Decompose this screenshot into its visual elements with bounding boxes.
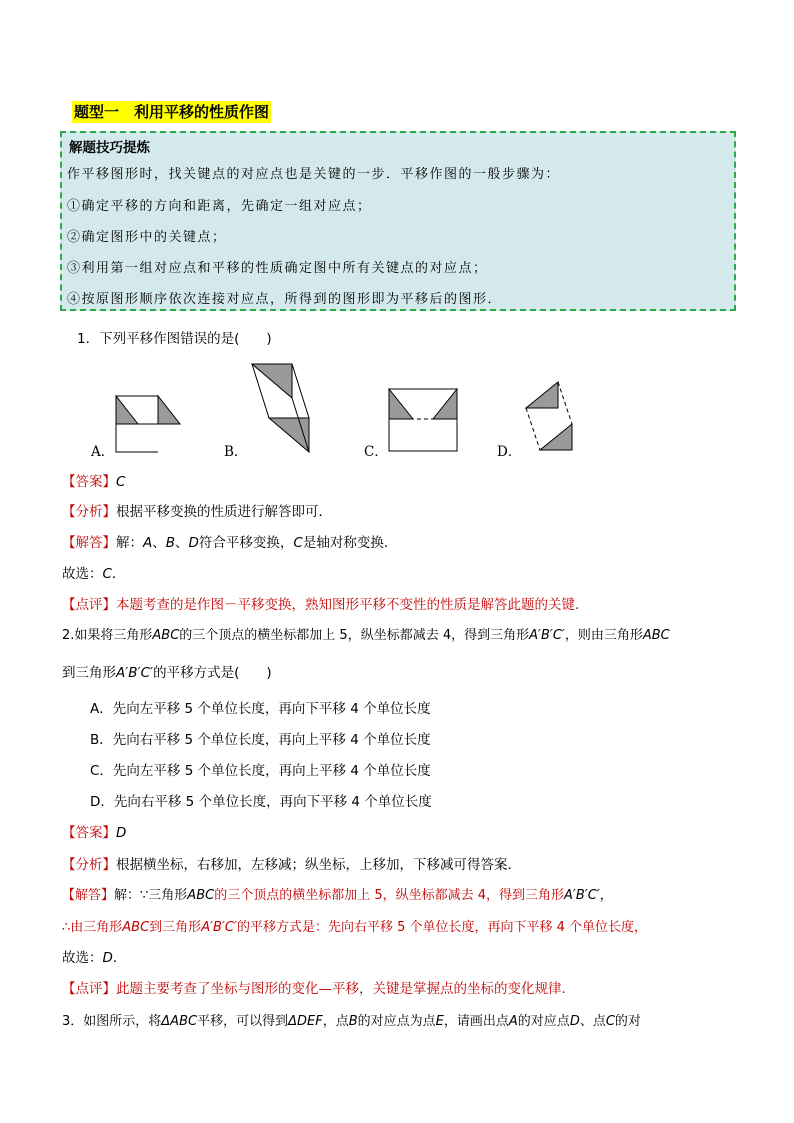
tip-line-4: ③利用第一组对应点和平移的性质确定图中所有关键点的对应点；	[67, 261, 488, 276]
q3-c: C	[605, 1014, 615, 1029]
q1-solution-pre: 解：	[116, 535, 143, 551]
q2-answer: D	[116, 825, 127, 841]
q1-analysis: 根据平移变换的性质进行解答即可．	[116, 504, 332, 520]
q1-choice-row	[62, 562, 125, 582]
tip-line-3: ②确定图形中的关键点；	[67, 230, 227, 245]
q1-option-a: A．	[91, 444, 115, 460]
q2-line2-abc2: A′B′C′	[201, 920, 237, 935]
q3-tri2: ΔDEF	[288, 1014, 323, 1029]
q2-stem-a: 2.如果将三角形	[62, 628, 153, 643]
tips-title: 解题技巧提炼	[69, 140, 150, 156]
q1-solution-d: D	[188, 535, 199, 551]
q1-analysis-row	[62, 500, 332, 520]
q3-stem-d: 的对应点为点	[357, 1014, 436, 1029]
q3-stem-c: ，点	[322, 1014, 349, 1029]
q1-solution-a: A	[143, 535, 153, 551]
q2-stem-line2-a: 到三角形	[62, 665, 116, 681]
q2-option-d: D．先向右平移 5 个单位长度，再向下平移 4 个单位长度	[90, 794, 432, 810]
q3-stem-g: 、点	[579, 1014, 606, 1029]
q1-figure-a	[112, 390, 187, 455]
q1-answer: C	[116, 474, 126, 490]
q2-analysis-tag: 【分析】	[62, 857, 116, 873]
q2-solution-a: 解：∵三角形	[114, 888, 188, 903]
q3-stem-e: ，请画出点	[443, 1014, 509, 1029]
q3-e: E	[435, 1014, 444, 1029]
q1-option-b: B．	[224, 444, 248, 460]
q1-option-d: D．	[497, 444, 522, 460]
q1-figure-b	[245, 358, 315, 456]
q3-a: A	[508, 1014, 518, 1029]
q1-solution-tag: 【解答】	[62, 535, 116, 551]
q2-abc1: ABC	[152, 628, 180, 643]
q1-comment-row	[62, 593, 589, 613]
q2-line2-a: ∴由三角形	[62, 920, 123, 935]
tip-line-2: ①确定平移的方向和距离，先确定一组对应点；	[67, 199, 372, 214]
q3-stem-b: 平移，可以得到	[197, 1014, 289, 1029]
q1-stem: 1．下列平移作图错误的是( )	[77, 331, 272, 347]
q1-figure-c	[385, 385, 465, 455]
q2-solution-c: ，	[599, 888, 613, 903]
q2-choice-pre: 故选：	[62, 950, 103, 966]
q2-line2-b: 到三角形	[149, 920, 202, 935]
q2-option-b: B．先向右平移 5 个单位长度，再向上平移 4 个单位长度	[90, 732, 431, 748]
q2-solution-b: 的三个顶点的横坐标都加上 5，纵坐标都减去 4，得到三角形	[214, 888, 564, 903]
q1-answer-tag: 【答案】	[62, 474, 116, 490]
q2-abc4: A′B′C′	[116, 665, 154, 681]
q1-figure-d	[520, 378, 580, 458]
tip-line-1: 作平移图形时，找关键点的对应点也是关键的一步．平移作图的一般步骤为：	[67, 167, 561, 182]
section-heading: 题型一 利用平移的性质作图	[74, 103, 270, 121]
q2-option-c: C．先向左平移 5 个单位长度，再向上平移 4 个单位长度	[90, 763, 431, 779]
q1-choice: C	[102, 566, 112, 582]
q2-solution-row	[62, 884, 613, 903]
q1-solution-mid: 符合平移变换，	[198, 535, 294, 551]
q2-line2-c: 的平移方式是：先向右平移 5 个单位长度，再向下平移 4 个单位长度，	[236, 920, 648, 935]
q1-analysis-tag: 【分析】	[62, 504, 116, 520]
q2-solution-tag: 【解答】	[62, 888, 115, 903]
tips-box	[60, 131, 736, 311]
q2-comment: 此题主要考查了坐标与图形的变化—平移，关键是掌握点的坐标的变化规律．	[116, 981, 575, 997]
q2-abc2: A′B′C′	[529, 628, 565, 643]
q3-stem-a: 3．如图所示，将	[62, 1014, 162, 1029]
q2-stem-line1	[62, 624, 670, 643]
q3-stem-f: 的对应点	[517, 1014, 570, 1029]
q2-stem-line2	[62, 661, 272, 681]
q1-solution-row	[62, 531, 397, 551]
q1-option-c: C．	[364, 444, 388, 460]
q2-choice: D	[102, 950, 113, 966]
q2-comment-tag: 【点评】	[62, 981, 116, 997]
q3-b: B	[348, 1014, 358, 1029]
q1-comment-tag: 【点评】	[62, 597, 116, 613]
q2-analysis-row	[62, 853, 521, 873]
q3-d: D	[569, 1014, 580, 1029]
q2-stem-b: 的三个顶点的横坐标都加上 5，纵坐标都减去 4，得到三角形	[179, 628, 530, 643]
q2-sol-abc: ABC	[187, 888, 215, 903]
q2-option-a: A．先向左平移 5 个单位长度，再向下平移 4 个单位长度	[90, 701, 431, 717]
q2-stem-line2-b: 的平移方式是( )	[153, 665, 272, 681]
q1-solution-b: B	[165, 535, 176, 551]
q2-abc3: ABC	[642, 628, 670, 643]
q3-stem	[62, 1010, 641, 1029]
q2-analysis: 根据横坐标，右移加，左移减；纵坐标，上移加，下移减可得答案．	[116, 857, 521, 873]
q2-line2-abc: ABC	[122, 920, 150, 935]
q1-solution-sep1: 、	[152, 535, 166, 551]
tip-line-5: ④按原图形顺序依次连接对应点，所得到的图形即为平移后的图形．	[67, 292, 503, 307]
q2-answer-row	[62, 821, 126, 841]
q1-solution-c: C	[293, 535, 303, 551]
q2-choice-post: ．	[112, 950, 127, 966]
q3-stem-h: 的对	[614, 1014, 641, 1029]
q1-solution-post: 是轴对称变换．	[302, 535, 398, 551]
q2-comment-row	[62, 977, 575, 997]
q1-choice-post: ．	[111, 566, 126, 582]
q2-stem-c: ，则由三角形	[564, 628, 643, 643]
q2-sol-abc2: A′B′C′	[564, 888, 600, 903]
q2-choice-row	[62, 946, 126, 966]
q1-choice-pre: 故选：	[62, 566, 103, 582]
q3-tri1: ΔABC	[161, 1014, 198, 1029]
q1-comment: 本题考查的是作图－平移变换，熟知图形平移不变性的性质是解答此题的关键．	[116, 597, 589, 613]
q2-solution-line2	[62, 916, 647, 935]
q1-answer-row	[62, 470, 125, 490]
q1-solution-sep2: 、	[175, 535, 189, 551]
q2-answer-tag: 【答案】	[62, 825, 116, 841]
